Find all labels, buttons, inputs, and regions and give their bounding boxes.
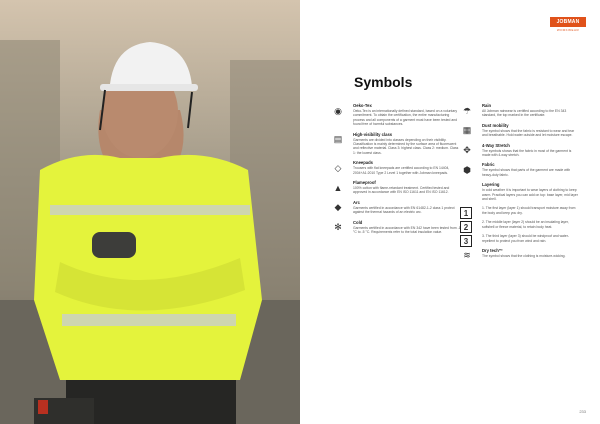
symbol-description: The symbol shows that the clothing is moisture-wicking.	[482, 253, 566, 258]
symbol-description: Garments are divided into classes depending on their visibility. Classification is mainly determined by the surface area of fluorescent and reflective material. Class 3: highest class. Class 2: medium. Class 1: the lowest class.	[353, 137, 459, 155]
dry-tech-icon: ≋	[463, 250, 471, 261]
symbol-description: 1. The first layer (layer 1) should transport moisture away from the body and keep you dry.	[482, 206, 576, 215]
symbol-name: Cold	[353, 219, 363, 225]
oeko-tex-icon: ◉	[334, 105, 342, 116]
symbols-panel	[300, 0, 600, 424]
symbol-entry	[460, 234, 580, 246]
symbol-entry	[460, 103, 580, 118]
knee-pads-icon: ◇	[334, 162, 342, 173]
symbol-name: Kneepads	[353, 160, 374, 166]
symbol-description: All Jobman rainwear is certified according to the EN 343 standard, the top marked in the certificate.	[482, 109, 567, 118]
symbol-entry	[331, 220, 461, 235]
brand-logo: JOBMAN	[550, 17, 586, 27]
brand-tagline: WORKWEAR	[556, 28, 580, 32]
symbol-entry	[460, 143, 580, 158]
symbol-entry	[460, 123, 580, 138]
symbol-name: Rain	[482, 103, 492, 108]
symbol-description: In cold weather it is important to wear layers of clothing to keep warm. Practical layers you can add on top: base layer, mid layer and shell.	[482, 188, 578, 202]
symbol-name: Dry tech™	[482, 247, 503, 253]
symbol-description: 2. The middle layer (layer 2) should be an insulating layer, softshell or fleece material, to retain body heat.	[482, 220, 569, 229]
symbol-name: Flameproof	[353, 180, 376, 186]
layer-one-icon: 1	[460, 207, 472, 219]
symbol-entry	[331, 103, 461, 127]
symbol-entry	[460, 220, 580, 232]
symbol-entry	[331, 132, 461, 156]
symbol-entry	[331, 200, 461, 215]
symbol-description: Oeko-Tex is an internationally defined standard, based on a voluntary commitment. To obtain the certification, the entire manufacturing process and all components of a garment must have been tested and found free of harmful substances.	[353, 109, 458, 127]
symbol-entry	[460, 247, 580, 261]
symbol-entry	[460, 182, 580, 201]
symbol-entry	[460, 206, 580, 218]
symbol-description: 100% cotton with flame-retardant treatment. Certified tested and approved in accordance with EN ISO 11611 and EN ISO 11612.	[353, 186, 450, 195]
arc-icon: ◆	[334, 202, 342, 213]
symbol-name: High-visibility class	[353, 131, 393, 137]
symbol-name: Arc	[353, 199, 360, 205]
symbol-description: The symbol shows that parts of the garment are made with heavy-duty fabric.	[482, 168, 571, 177]
symbol-name: 4-Way Stretch	[482, 142, 510, 148]
layering-icon	[460, 183, 474, 197]
symbol-description: 3. The third layer (layer 3) should be windproof and water-repellent to protect you from wind and rain.	[482, 234, 570, 243]
layer-three-icon: 3	[460, 235, 472, 247]
symbol-description: Garments certified in accordance with EN 342 have been tested from -1 °C to -5 °C. Requirements refer to the total insulation value.	[353, 225, 461, 235]
symbol-name: Fabric	[482, 162, 495, 168]
symbol-name: Layering	[482, 182, 500, 188]
symbols-right-column	[460, 103, 580, 263]
symbol-entry	[331, 180, 461, 195]
high-visibility-icon: ▤	[333, 134, 343, 145]
symbol-description: The symbols shows that the fabric in most of the garment is made with 4-way stretch.	[482, 148, 572, 158]
cold-icon: ✻	[334, 222, 342, 233]
symbol-name: Oeko-Tex	[353, 103, 372, 108]
symbols-left-column	[331, 103, 461, 240]
symbol-description: Garments certified in accordance with EN 61482-1-2 class 1 protect against the thermal hazards of an electric arc.	[353, 205, 455, 215]
page-title: Symbols	[354, 74, 413, 90]
symbol-name: Dust mobility	[482, 122, 509, 128]
symbol-description: Trousers with flat kneepads are certified according to EN 14404, 2004+A1:2010 Type 2 Level 1 together with Jobman kneepads.	[353, 166, 450, 175]
four-way-stretch-icon: ✥	[463, 145, 471, 156]
page-number: 233	[579, 409, 586, 414]
symbol-entry	[331, 160, 461, 175]
dust-mobility-icon: ▦	[462, 125, 472, 136]
symbol-description: The symbol shows that the fabric is resistant to wear and tear and breathable. Hold water outside and let moisture escape.	[482, 128, 575, 138]
layer-two-icon: 2	[460, 221, 472, 233]
symbol-entry	[460, 162, 580, 177]
rain-icon: ☂	[462, 105, 472, 116]
flameproof-icon: ▲	[333, 183, 343, 194]
fabric-icon: ⬢	[463, 164, 471, 175]
